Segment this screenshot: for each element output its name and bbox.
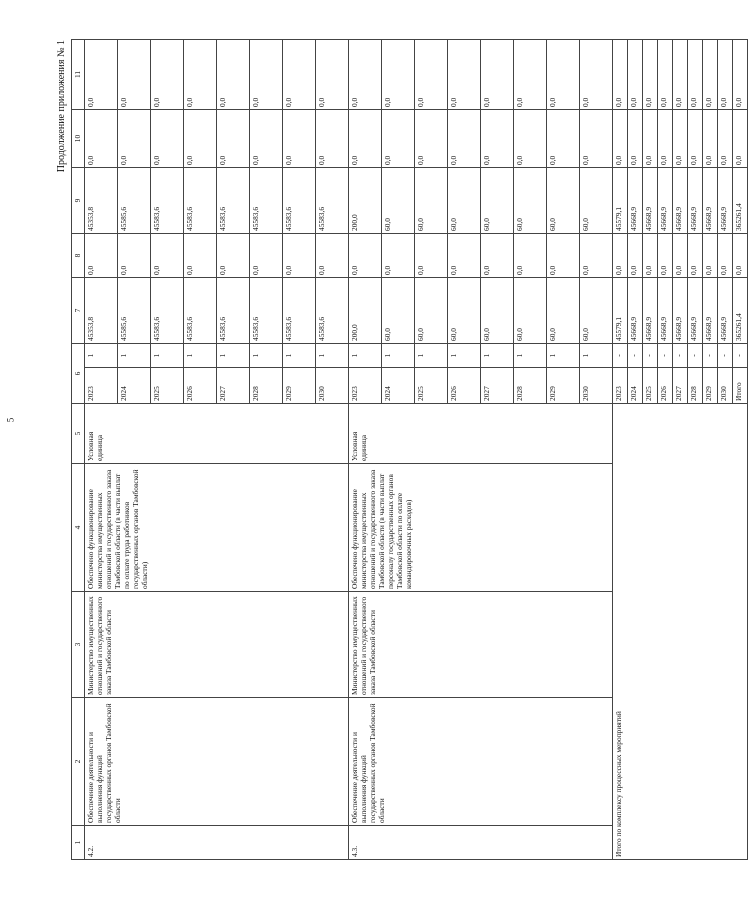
cell-c11: 0,0 bbox=[85, 39, 118, 109]
cell-name: Обеспечение деятельности и выполнения функций государственных органов Тамбовской области bbox=[349, 698, 613, 826]
cell-c10: 0,0 bbox=[118, 109, 151, 167]
cell-c8: 0,0 bbox=[673, 233, 688, 277]
cell-c11: 0,0 bbox=[703, 39, 718, 109]
cell-c8: 0,0 bbox=[415, 233, 448, 277]
cell-name: Обеспечение деятельности и выполнения функций государственных органов Тамбовской области bbox=[85, 698, 349, 826]
table-row bbox=[349, 39, 382, 859]
cell-c10: 0,0 bbox=[217, 109, 250, 167]
column-number: 11 bbox=[72, 39, 85, 109]
cell-c10: 0,0 bbox=[580, 109, 613, 167]
cell-num: 4.2. bbox=[85, 826, 349, 860]
cell-q: - bbox=[628, 343, 643, 367]
cell-c8: 0,0 bbox=[613, 233, 628, 277]
cell-c11: 0,0 bbox=[673, 39, 688, 109]
cell-c9: 60,0 bbox=[382, 167, 415, 233]
cell-c8: 0,0 bbox=[151, 233, 184, 277]
cell-c8: 0,0 bbox=[349, 233, 382, 277]
cell-indicator: Обеспечено функционирование министерства имущественных отношений и государственного заказа Тамбовской области (в части выплат по оплате труда работников государственных органов Тамбовской области) bbox=[85, 464, 349, 592]
cell-c11: 0,0 bbox=[613, 39, 628, 109]
column-number: 4 bbox=[72, 464, 85, 592]
column-number-row bbox=[72, 39, 85, 859]
cell-q: 1 bbox=[547, 343, 580, 367]
cell-q: 1 bbox=[349, 343, 382, 367]
cell-c7: 60,0 bbox=[481, 277, 514, 343]
cell-c10: 0,0 bbox=[733, 109, 748, 167]
column-number: 6 bbox=[72, 343, 85, 403]
cell-c8: 0,0 bbox=[688, 233, 703, 277]
cell-c11: 0,0 bbox=[316, 39, 349, 109]
appendix-title: Продолжение приложения № 1 bbox=[56, 40, 67, 173]
cell-q: - bbox=[703, 343, 718, 367]
cell-c8: 0,0 bbox=[382, 233, 415, 277]
cell-executor: Министерство имущественных отношений и государственного заказа Тамбовской области bbox=[349, 592, 613, 698]
cell-c11: 0,0 bbox=[481, 39, 514, 109]
cell-q: 1 bbox=[514, 343, 547, 367]
table-row bbox=[613, 39, 628, 859]
cell-c9: 45353,8 bbox=[85, 167, 118, 233]
cell-c7: 45583,6 bbox=[316, 277, 349, 343]
cell-c11: 0,0 bbox=[184, 39, 217, 109]
cell-c11: 0,0 bbox=[658, 39, 673, 109]
cell-year: 2029 bbox=[547, 368, 580, 404]
table-row bbox=[85, 39, 118, 859]
column-number: 10 bbox=[72, 109, 85, 167]
cell-c9: 60,0 bbox=[547, 167, 580, 233]
column-number: 5 bbox=[72, 404, 85, 464]
column-number: 2 bbox=[72, 698, 85, 826]
cell-c8: 0,0 bbox=[514, 233, 547, 277]
cell-c10: 0,0 bbox=[643, 109, 658, 167]
cell-year: 2030 bbox=[316, 368, 349, 404]
cell-c9: 45668,9 bbox=[643, 167, 658, 233]
cell-q: - bbox=[673, 343, 688, 367]
cell-c7: 60,0 bbox=[382, 277, 415, 343]
cell-c8: 0,0 bbox=[118, 233, 151, 277]
cell-c11: 0,0 bbox=[250, 39, 283, 109]
cell-c7: 45668,9 bbox=[703, 277, 718, 343]
cell-year: 2030 bbox=[718, 368, 733, 404]
cell-c7: 45583,6 bbox=[151, 277, 184, 343]
cell-c7: 45668,9 bbox=[643, 277, 658, 343]
cell-c7: 365261,4 bbox=[733, 277, 748, 343]
cell-c7: 60,0 bbox=[580, 277, 613, 343]
column-number: 3 bbox=[72, 592, 85, 698]
cell-c10: 0,0 bbox=[628, 109, 643, 167]
cell-c10: 0,0 bbox=[688, 109, 703, 167]
program-table bbox=[71, 39, 748, 860]
cell-year: 2025 bbox=[643, 368, 658, 404]
cell-q: 1 bbox=[151, 343, 184, 367]
cell-c11: 0,0 bbox=[118, 39, 151, 109]
cell-year: 2023 bbox=[349, 368, 382, 404]
cell-q: 1 bbox=[184, 343, 217, 367]
cell-year: 2029 bbox=[703, 368, 718, 404]
cell-c7: 45668,9 bbox=[628, 277, 643, 343]
cell-c7: 45583,6 bbox=[250, 277, 283, 343]
cell-q: 1 bbox=[250, 343, 283, 367]
cell-c10: 0,0 bbox=[673, 109, 688, 167]
cell-c10: 0,0 bbox=[613, 109, 628, 167]
cell-c11: 0,0 bbox=[217, 39, 250, 109]
cell-year: 2023 bbox=[613, 368, 628, 404]
cell-year: 2027 bbox=[673, 368, 688, 404]
cell-c8: 0,0 bbox=[85, 233, 118, 277]
cell-c11: 0,0 bbox=[514, 39, 547, 109]
cell-c7: 45583,6 bbox=[283, 277, 316, 343]
cell-c10: 0,0 bbox=[547, 109, 580, 167]
cell-c8: 0,0 bbox=[718, 233, 733, 277]
cell-unit: Условная единица bbox=[85, 404, 349, 464]
cell-c7: 60,0 bbox=[448, 277, 481, 343]
cell-c10: 0,0 bbox=[250, 109, 283, 167]
cell-year: 2026 bbox=[658, 368, 673, 404]
cell-c8: 0,0 bbox=[703, 233, 718, 277]
cell-q: 1 bbox=[217, 343, 250, 367]
cell-c10: 0,0 bbox=[283, 109, 316, 167]
cell-c7: 45583,6 bbox=[217, 277, 250, 343]
cell-c11: 0,0 bbox=[283, 39, 316, 109]
page-number: 5 bbox=[5, 417, 16, 423]
cell-c11: 0,0 bbox=[733, 39, 748, 109]
cell-q: - bbox=[613, 343, 628, 367]
cell-c8: 0,0 bbox=[250, 233, 283, 277]
cell-c10: 0,0 bbox=[481, 109, 514, 167]
cell-c9: 60,0 bbox=[580, 167, 613, 233]
cell-c10: 0,0 bbox=[448, 109, 481, 167]
cell-c9: 45668,9 bbox=[718, 167, 733, 233]
cell-c9: 60,0 bbox=[481, 167, 514, 233]
cell-year: 2024 bbox=[382, 368, 415, 404]
cell-year: 2028 bbox=[688, 368, 703, 404]
cell-q: - bbox=[658, 343, 673, 367]
cell-indicator: Обеспечено функционирование министерства имущественных отношений и государственного заказа Тамбовской области (в части выплат персоналу государственных органов Тамбовской области по оплате командировочных расходов) bbox=[349, 464, 613, 592]
column-number: 8 bbox=[72, 233, 85, 277]
cell-c8: 0,0 bbox=[643, 233, 658, 277]
cell-q: 1 bbox=[481, 343, 514, 367]
cell-year: 2027 bbox=[481, 368, 514, 404]
cell-c10: 0,0 bbox=[316, 109, 349, 167]
cell-c7: 45583,6 bbox=[184, 277, 217, 343]
cell-c8: 0,0 bbox=[316, 233, 349, 277]
cell-c11: 0,0 bbox=[382, 39, 415, 109]
cell-c10: 0,0 bbox=[85, 109, 118, 167]
cell-c10: 0,0 bbox=[658, 109, 673, 167]
cell-c11: 0,0 bbox=[643, 39, 658, 109]
cell-q: 1 bbox=[382, 343, 415, 367]
cell-c9: 45668,9 bbox=[658, 167, 673, 233]
cell-q: 1 bbox=[316, 343, 349, 367]
cell-c9: 45668,9 bbox=[628, 167, 643, 233]
cell-q: 1 bbox=[283, 343, 316, 367]
rotated-page bbox=[55, 40, 743, 860]
cell-year: 2026 bbox=[184, 368, 217, 404]
cell-c10: 0,0 bbox=[718, 109, 733, 167]
cell-q: - bbox=[643, 343, 658, 367]
cell-year: 2024 bbox=[628, 368, 643, 404]
cell-c7: 60,0 bbox=[415, 277, 448, 343]
cell-c8: 0,0 bbox=[217, 233, 250, 277]
cell-year: 2030 bbox=[580, 368, 613, 404]
cell-c7: 45579,1 bbox=[613, 277, 628, 343]
cell-unit: Условная единица bbox=[349, 404, 613, 464]
cell-c8: 0,0 bbox=[481, 233, 514, 277]
cell-c11: 0,0 bbox=[151, 39, 184, 109]
cell-c9: 45668,9 bbox=[673, 167, 688, 233]
cell-c9: 45583,6 bbox=[316, 167, 349, 233]
cell-c7: 45668,9 bbox=[718, 277, 733, 343]
cell-c11: 0,0 bbox=[547, 39, 580, 109]
cell-c9: 365261,4 bbox=[733, 167, 748, 233]
cell-c9: 60,0 bbox=[514, 167, 547, 233]
cell-c7: 60,0 bbox=[514, 277, 547, 343]
cell-c10: 0,0 bbox=[514, 109, 547, 167]
cell-c11: 0,0 bbox=[349, 39, 382, 109]
cell-c10: 0,0 bbox=[349, 109, 382, 167]
cell-c8: 0,0 bbox=[547, 233, 580, 277]
cell-c8: 0,0 bbox=[283, 233, 316, 277]
cell-c7: 200,0 bbox=[349, 277, 382, 343]
cell-c9: 45668,9 bbox=[703, 167, 718, 233]
cell-c9: 45583,6 bbox=[184, 167, 217, 233]
cell-c10: 0,0 bbox=[703, 109, 718, 167]
cell-c10: 0,0 bbox=[415, 109, 448, 167]
cell-year: 2023 bbox=[85, 368, 118, 404]
cell-c8: 0,0 bbox=[658, 233, 673, 277]
table-body bbox=[85, 39, 748, 859]
cell-c9: 200,0 bbox=[349, 167, 382, 233]
cell-c9: 45579,1 bbox=[613, 167, 628, 233]
cell-c11: 0,0 bbox=[628, 39, 643, 109]
cell-c7: 45668,9 bbox=[673, 277, 688, 343]
cell-c9: 45668,9 bbox=[688, 167, 703, 233]
cell-q: - bbox=[688, 343, 703, 367]
cell-c10: 0,0 bbox=[151, 109, 184, 167]
total-label: Итого по комплексу процессных мероприятий bbox=[613, 404, 748, 860]
cell-c8: 0,0 bbox=[580, 233, 613, 277]
cell-year: 2028 bbox=[250, 368, 283, 404]
cell-c8: 0,0 bbox=[448, 233, 481, 277]
cell-c8: 0,0 bbox=[184, 233, 217, 277]
column-number: 7 bbox=[72, 277, 85, 343]
cell-c7: 45668,9 bbox=[688, 277, 703, 343]
cell-c8: 0,0 bbox=[733, 233, 748, 277]
cell-c9: 45585,6 bbox=[118, 167, 151, 233]
cell-q: 1 bbox=[85, 343, 118, 367]
cell-c7: 45353,8 bbox=[85, 277, 118, 343]
cell-c8: 0,0 bbox=[628, 233, 643, 277]
column-number: 1 bbox=[72, 826, 85, 860]
cell-c10: 0,0 bbox=[382, 109, 415, 167]
cell-num: 4.3. bbox=[349, 826, 613, 860]
column-number: 9 bbox=[72, 167, 85, 233]
cell-year: Итого bbox=[733, 368, 748, 404]
cell-year: 2029 bbox=[283, 368, 316, 404]
cell-c9: 45583,6 bbox=[151, 167, 184, 233]
cell-year: 2026 bbox=[448, 368, 481, 404]
cell-c9: 60,0 bbox=[448, 167, 481, 233]
cell-c11: 0,0 bbox=[718, 39, 733, 109]
cell-c9: 45583,6 bbox=[217, 167, 250, 233]
cell-year: 2025 bbox=[415, 368, 448, 404]
cell-c7: 45668,9 bbox=[658, 277, 673, 343]
cell-c9: 45583,6 bbox=[250, 167, 283, 233]
cell-q: 1 bbox=[448, 343, 481, 367]
cell-year: 2027 bbox=[217, 368, 250, 404]
cell-year: 2025 bbox=[151, 368, 184, 404]
cell-c7: 60,0 bbox=[547, 277, 580, 343]
cell-c7: 45585,6 bbox=[118, 277, 151, 343]
cell-c9: 60,0 bbox=[415, 167, 448, 233]
cell-year: 2028 bbox=[514, 368, 547, 404]
cell-c11: 0,0 bbox=[415, 39, 448, 109]
cell-q: 1 bbox=[415, 343, 448, 367]
cell-q: 1 bbox=[580, 343, 613, 367]
cell-year: 2024 bbox=[118, 368, 151, 404]
cell-executor: Министерство имущественных отношений и государственного заказа Тамбовской области bbox=[85, 592, 349, 698]
cell-c11: 0,0 bbox=[688, 39, 703, 109]
cell-q: - bbox=[718, 343, 733, 367]
cell-c9: 45583,6 bbox=[283, 167, 316, 233]
cell-q: 1 bbox=[118, 343, 151, 367]
cell-c10: 0,0 bbox=[184, 109, 217, 167]
cell-q: - bbox=[733, 343, 748, 367]
cell-c11: 0,0 bbox=[580, 39, 613, 109]
cell-c11: 0,0 bbox=[448, 39, 481, 109]
